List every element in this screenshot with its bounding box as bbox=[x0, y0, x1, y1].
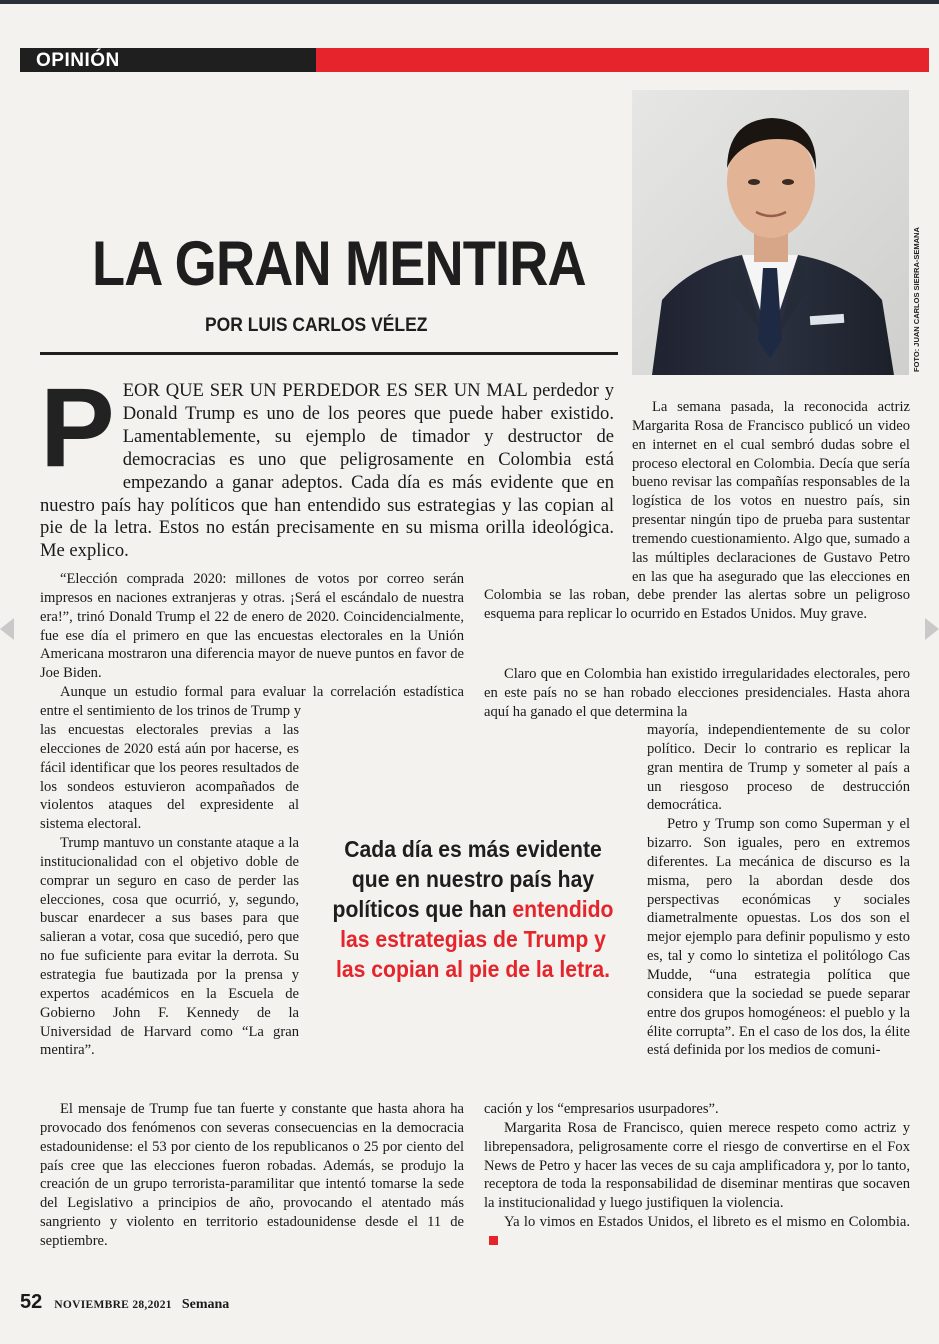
left-paragraph: El mensaje de Trump fue tan fuerte y constante que hasta ahora ha provocado dos fenómenos con severas consecuencias en la democracia estadounidense: el 53 por ciento de los republicanos o 25 por ciento del país cree que las elecciones fueron robadas. Además, se produjo la creación de un grupo terrorista-paramilitar que intentó tomarse la sede del Legislativo a principios de año, provocando el atentado más sangriento y violento en territorio estadounidense desde el 11 de septiembre. bbox=[40, 1101, 464, 1249]
right-top-paragraph: La semana pasada, la reconocida actriz Margarita Rosa de Francisco publicó un video en internet en el cual sembró dudas sobre el proceso electoral en Colombia. Decía que sería bueno revisar las compañías responsables de la logística de los votos en nuestro país, sin presentar ningún tipo de prueba para sustentar tremendo cuestionamiento. Algo que, sumado a las múltiples declaraciones de Gustavo Petro en las que ha asegurado que las elecciones en Colombia se las roban, debe prender las alertas sobre un peligroso esquema para replicar lo ocurrido en Estados Unidos. Muy grave. bbox=[484, 399, 910, 623]
left-column-top bbox=[40, 570, 464, 721]
pull-quote bbox=[329, 834, 618, 984]
prev-page-arrow[interactable] bbox=[0, 618, 14, 640]
left-paragraph: “Elección comprada 2020: millones de votos por correo serán impresos en naciones extranjeras y otras. ¡Será el escándalo de nuestra era!”, trinó Donald Trump el 22 de enero de 2020. Coincidencialmente, fue ese día el primero en que las encuestas electorales en la Unión Americana mostraron una diferencia mayor de nueve puntos en favor de Joe Biden. bbox=[40, 571, 464, 682]
byline: POR LUIS CARLOS VÉLEZ bbox=[205, 315, 428, 336]
right-paragraph: Claro que en Colombia han existido irregularidades electorales, pero en este país no se han robado elecciones presidenciales. Hasta ahora aquí ha ganado el que determina la bbox=[484, 666, 910, 720]
next-page-arrow[interactable] bbox=[925, 618, 939, 640]
drop-cap: P bbox=[40, 365, 115, 490]
right-top-column bbox=[484, 398, 910, 624]
right-paragraph: Petro y Trump son como Superman y el bizarro. Son iguales, pero en extremos diferentes. La mecánica de discurso es la misma, pero la abordan desde dos perspectivas económicas y sociales diametralmente opuestas. Los dos son el mejor ejemplo para definir populismo y esto es, tal y como lo sintetiza el politólogo Cas Mudde, “una estrategia política que considera que la sociedad se puede separar entre dos grupos homogéneos: el pueblo y la élite corrupta”. En el caso de los dos, la élite está definida por los medios de comuni- bbox=[647, 816, 910, 1059]
end-mark bbox=[489, 1236, 498, 1245]
magazine-name: Semana bbox=[181, 1297, 230, 1312]
left-column-bottom bbox=[40, 1100, 464, 1251]
section-bar bbox=[20, 48, 929, 72]
right-column-bottom bbox=[484, 1100, 910, 1251]
right-column-top bbox=[484, 665, 910, 722]
left-paragraph: Aunque un estudio formal para evaluar la correlación estadística entre el sentimiento de los trinos de Trump y bbox=[40, 684, 464, 719]
right-paragraph: Ya lo vimos en Estados Unidos, el libreto es el mismo en Colombia. bbox=[484, 1213, 910, 1251]
lead-text: EOR QUE SER UN PERDEDOR ES SER UN MAL perdedor y Donald Trump es uno de los peores que puede haber existido. Lamentablemente, su ejemplo de timador y destructor de democracias es uno que peligrosamente en Colombia está empezando a ganar adeptos. Cada día es más evidente que en nuestro país hay políticos que han entendido sus estrategias y las copian al pie de la letra. Estos no están precisamente en su misma orilla ideológica. Me explico. bbox=[40, 380, 614, 562]
right-paragraph: cación y los “empresarios usurpadores”. bbox=[484, 1101, 719, 1117]
headline-rule bbox=[40, 352, 618, 355]
top-border bbox=[0, 0, 939, 4]
photo-credit: FOTO: JUAN CARLOS SIERRA-SEMANA bbox=[912, 227, 921, 372]
page-footer bbox=[20, 1291, 229, 1314]
section-tag bbox=[20, 48, 316, 72]
pull-quote-black: Cada día es más evidente que en nuestro país hay políticos que han bbox=[332, 836, 602, 922]
author-photo bbox=[632, 90, 909, 375]
left-paragraph: Trump mantuvo un constante ataque a la institucionalidad con el objetivo doble de comprar un seguro en caso de perder las elecciones, cosa que ocurrió, y, segundo, buscar enardecer a sus bases para que salieran a votar, cosa que sucedió, pero que no fue suficiente para evitar la derrota. Su estrategia fue bautizada por la prensa y expertos académicos en la Escuela de Gobierno John F. Kennedy de la Universidad de Harvard como “La gran mentira”. bbox=[40, 835, 299, 1059]
section-label: OPINIÓN bbox=[36, 50, 120, 71]
right-paragraph: mayoría, independientemente de su color político. Decir lo contrario es replicar la gran mentira de Trump y someter al país a un riesgoso proceso de destrucción democrática. bbox=[647, 722, 910, 814]
pull-quote-red: entendido las estrategias de Trump y las copian al pie de la letra. bbox=[335, 896, 614, 982]
page-number: 52 bbox=[20, 1291, 43, 1313]
right-paragraph: Margarita Rosa de Francisco, quien merece respeto como actriz y librepensadora, peligrosamente corre el riesgo de convertirse en el Fox News de Petro y hacer las veces de su caja amplificadora y, por lo tanto, receptora de toda la responsabilidad de diseminar mentiras que socaven la institucionalidad y luego justifiquen la violencia. bbox=[484, 1119, 910, 1212]
lead-wrap-spacer bbox=[484, 398, 632, 568]
left-paragraph: las encuestas electorales previas a las elecciones de 2020 está aún por hacerse, es fácil identificar que los peores resultados de los sondeos estuvieron acompañados de violentos ataques del expresidente al sistema electoral. bbox=[40, 722, 299, 833]
right-column-narrow bbox=[647, 721, 910, 1060]
headline: LA GRAN MENTIRA bbox=[92, 229, 586, 299]
left-column-narrow bbox=[40, 721, 299, 1060]
issue-date: NOVIEMBRE 28,2021 bbox=[54, 1299, 172, 1311]
